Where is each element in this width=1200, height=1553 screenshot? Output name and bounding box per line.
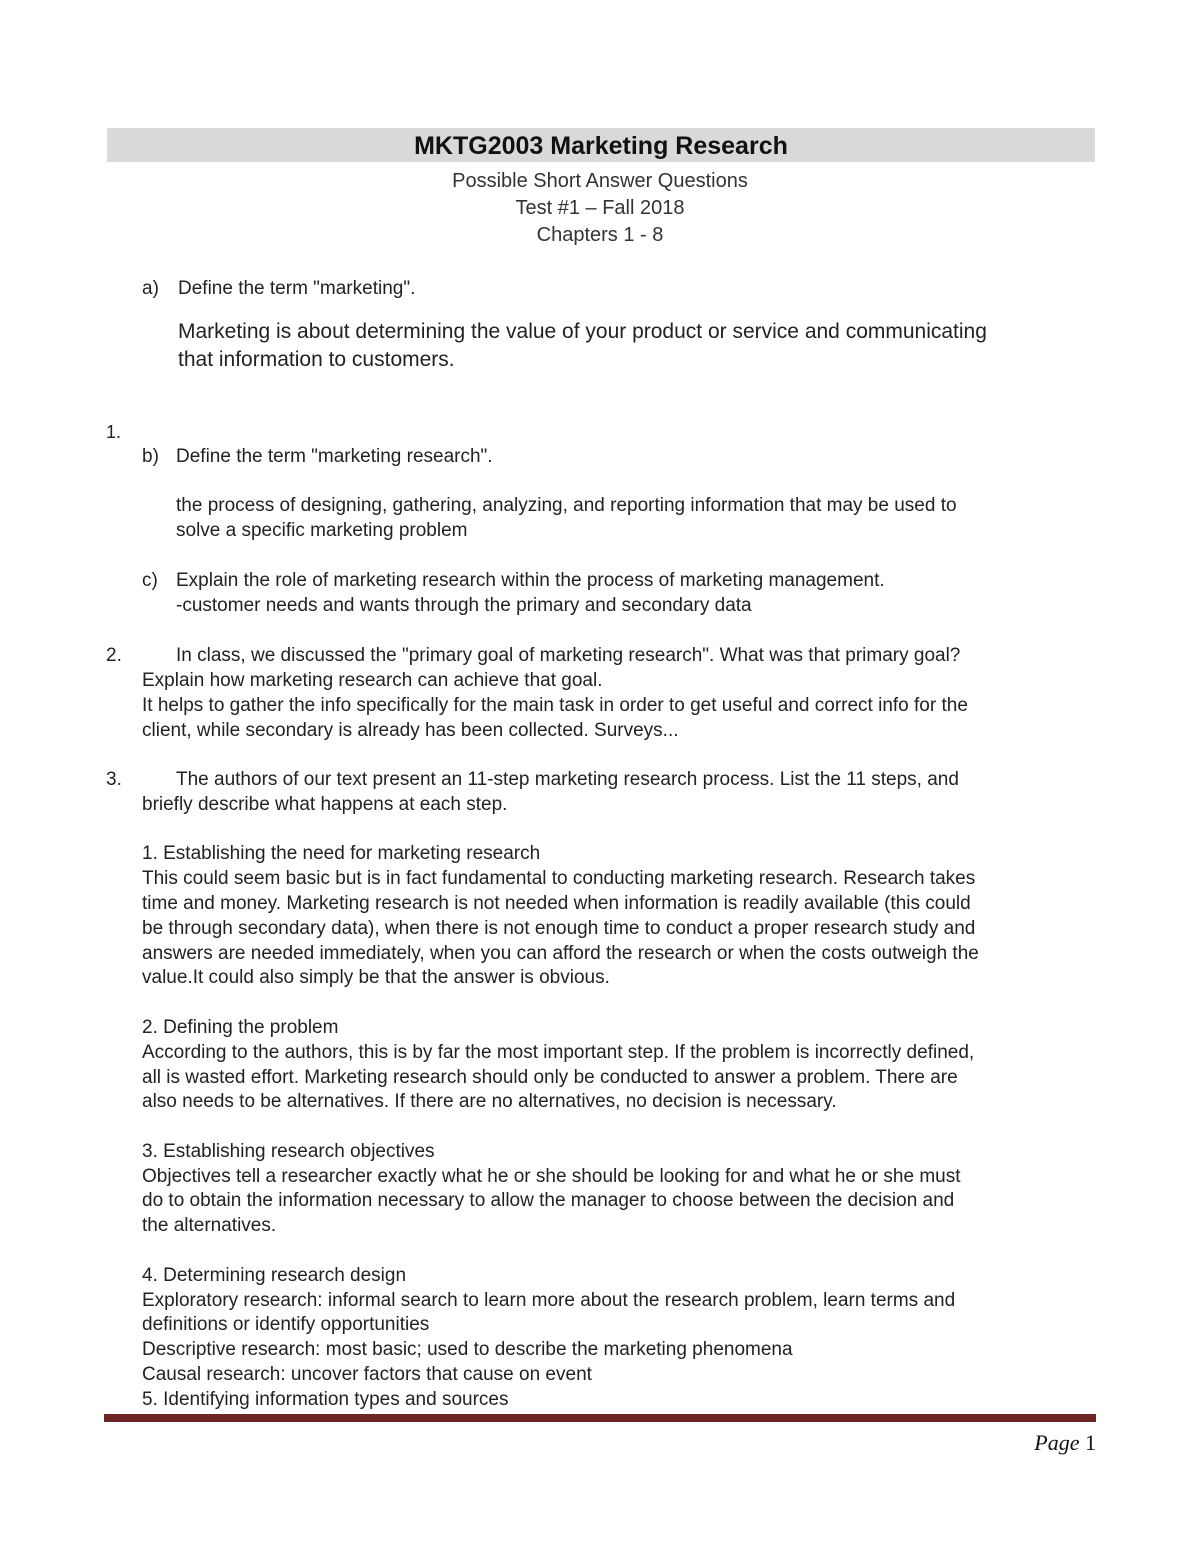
q1b-answer-line-1: the process of designing, gathering, analyzing, and reporting information that may be used to (176, 495, 957, 516)
step-3-line-1: Objectives tell a researcher exactly what he or she should be looking for and what he or she must (142, 1166, 961, 1187)
q2-number: 2. (106, 645, 122, 666)
document-subtitle: Possible Short Answer Questions (452, 170, 748, 192)
page-footer (1034, 1430, 1096, 1456)
q1-number: 1. (106, 422, 122, 442)
q2-line-2: Explain how marketing research can achieve that goal. (142, 670, 603, 691)
q2-line-4: client, while secondary is already has been collected. Surveys... (142, 720, 679, 741)
q2-line-3: It helps to gather the info specifically for the main task in order to get useful and correct info for the (142, 695, 968, 716)
step-1-line-5: value.It could also simply be that the answer is obvious. (142, 967, 610, 988)
step-1-title: 1. Establishing the need for marketing research (142, 843, 541, 864)
q3-line-1: The authors of our text present an 11-step marketing research process. List the 11 steps, and (176, 769, 959, 790)
step-1-line-2: time and money. Marketing research is not needed when information is readily available (this could (142, 893, 971, 914)
q1c-question: Explain the role of marketing research within the process of marketing management. (176, 570, 885, 591)
step-5-title: 5. Identifying information types and sources (142, 1389, 509, 1410)
step-4-line-4: Causal research: uncover factors that cause on event (142, 1364, 592, 1385)
q1b-label: b) (142, 446, 159, 467)
q1a-question: Define the term "marketing". (178, 278, 416, 299)
step-4-line-3: Descriptive research: most basic; used to describe the marketing phenomena (142, 1339, 793, 1360)
step-4-title: 4. Determining research design (142, 1265, 407, 1286)
test-label: Test #1 – Fall 2018 (515, 197, 685, 219)
step-1-line-4: answers are needed immediately, when you can afford the research or when the costs outweigh the (142, 943, 979, 964)
step-2-title: 2. Defining the problem (142, 1017, 339, 1038)
q1c-label: c) (142, 570, 158, 591)
step-2-line-3: also needs to be alternatives. If there are no alternatives, no decision is necessary. (142, 1091, 837, 1112)
q1a-label: a) (142, 278, 159, 299)
step-3-line-3: the alternatives. (142, 1215, 277, 1236)
q2-line-1: In class, we discussed the "primary goal of marketing research". What was that primary goal? (176, 645, 961, 666)
q1b-answer-line-2: solve a specific marketing problem (176, 520, 468, 541)
q3-line-2: briefly describe what happens at each step. (142, 794, 508, 815)
q1b-question: Define the term "marketing research". (176, 446, 493, 467)
step-2-line-2: all is wasted effort. Marketing research should only be conducted to answer a problem. There are (142, 1067, 958, 1088)
q1c-answer: -customer needs and wants through the primary and secondary data (176, 595, 752, 616)
footer-divider (104, 1414, 1096, 1422)
q1a-answer-line-2: that information to customers. (178, 348, 455, 371)
step-2-line-1: According to the authors, this is by far the most important step. If the problem is incorrectly defined, (142, 1042, 975, 1063)
page-number: 1 (1085, 1430, 1096, 1455)
step-1-line-3: be through secondary data), when there is not enough time to conduct a proper research study and (142, 918, 976, 939)
step-3-title: 3. Establishing research objectives (142, 1141, 435, 1162)
q3-number: 3. (106, 769, 122, 790)
step-4-line-1: Exploratory research: informal search to learn more about the research problem, learn terms and (142, 1290, 956, 1311)
step-1-line-1: This could seem basic but is in fact fundamental to conducting marketing research. Research takes (142, 868, 976, 889)
q1a-answer-line-1: Marketing is about determining the value of your product or service and communicating (178, 320, 987, 343)
step-4-line-2: definitions or identify opportunities (142, 1314, 430, 1335)
chapters-label: Chapters 1 - 8 (536, 224, 664, 246)
page-word: Page (1034, 1430, 1080, 1455)
document-title: MKTG2003 Marketing Research (107, 128, 1095, 162)
step-3-line-2: do to obtain the information necessary to allow the manager to choose between the decision and (142, 1190, 955, 1211)
